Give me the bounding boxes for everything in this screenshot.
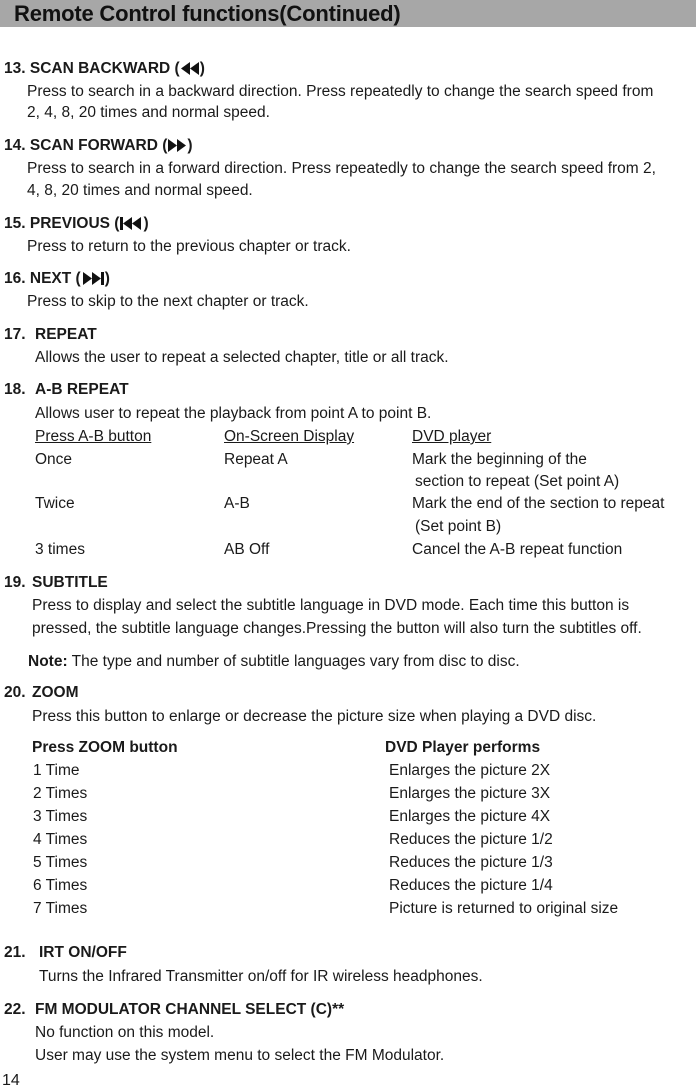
note-label: Note: [28, 653, 68, 670]
item-description-line: Press to skip to the next chapter or track. [27, 293, 309, 310]
item-fm-modulator-heading [4, 1000, 345, 1019]
item-title: PREVIOUS [29, 215, 110, 232]
table-cell: Mark the beginning of the [412, 451, 587, 468]
table-cell: Enlarges the picture 2X [389, 762, 551, 779]
subtitle-note [28, 652, 520, 671]
item-ab-repeat-heading [4, 380, 129, 399]
skip-next-icon [81, 271, 105, 290]
item-description-line: Allows the user to repeat a selected chapter, title or all track. [35, 349, 449, 366]
table-cell: Enlarges the picture 4X [389, 808, 551, 825]
item-number: 17. [4, 326, 26, 343]
page-header [0, 0, 696, 27]
table-cell: 3 times [35, 541, 85, 558]
table-cell: Picture is returned to original size [389, 900, 619, 917]
skip-previous-icon [119, 216, 143, 235]
table-cell: section to repeat (Set point A) [415, 473, 620, 490]
item-description-line: Press to return to the previous chapter or track. [27, 238, 351, 255]
fast-forward-icon [167, 138, 187, 157]
table-cell: Cancel the A-B repeat function [412, 541, 623, 558]
table-header: DVD player [412, 428, 492, 445]
table-cell: A-B [224, 495, 250, 512]
table-cell: Reduces the picture 1/4 [389, 877, 553, 894]
table-cell: 1 Time [33, 762, 80, 779]
item-description-line: pressed, the subtitle language changes.Pressing the button will also turn the subtitles off. [32, 620, 642, 637]
item-description-line: 2, 4, 8, 20 times and normal speed. [27, 104, 270, 121]
item-description-line: Turns the Infrared Transmitter on/off for IR wireless headphones. [39, 968, 483, 985]
table-header: DVD Player performs [385, 739, 541, 756]
item-title: ZOOM [32, 684, 79, 701]
table-header: On-Screen Display [224, 428, 355, 445]
item-previous-heading: 15. PREVIOUS ( ) [4, 214, 149, 235]
item-description-line: 4, 8, 20 times and normal speed. [27, 182, 253, 199]
item-number: 19. [4, 574, 26, 591]
table-cell: 5 Times [33, 854, 88, 871]
item-title: SCAN BACKWARD [29, 60, 171, 77]
table-cell: 2 Times [33, 785, 88, 802]
item-title: SUBTITLE [32, 574, 108, 591]
table-cell: (Set point B) [415, 518, 502, 535]
item-description-line: No function on this model. [35, 1024, 215, 1041]
item-number: 14. [4, 137, 26, 154]
item-subtitle-heading [4, 573, 108, 592]
item-title: A-B REPEAT [35, 381, 129, 398]
page-title: Remote Control functions(Continued) [14, 1, 401, 26]
item-number: 20. [4, 684, 26, 701]
item-description-line: Allows user to repeat the playback from point A to point B. [35, 405, 432, 422]
item-number: 16. [4, 270, 26, 287]
item-title: IRT ON/OFF [39, 944, 127, 961]
item-scan-backward-heading: 13. SCAN BACKWARD ( ) [4, 59, 205, 80]
item-title: FM MODULATOR CHANNEL SELECT (C)** [35, 1001, 345, 1018]
item-next-heading: 16. NEXT ( ) [4, 269, 110, 290]
table-cell: Once [35, 451, 73, 468]
table-cell: Enlarges the picture 3X [389, 785, 551, 802]
item-repeat-heading [4, 325, 97, 344]
table-cell: 7 Times [33, 900, 88, 917]
table-cell: Twice [35, 495, 75, 512]
table-cell: Repeat A [224, 451, 288, 468]
item-description-line: User may use the system menu to select the FM Modulator. [35, 1047, 445, 1064]
item-number: 21. [4, 944, 26, 961]
item-description-line: Press to display and select the subtitle language in DVD mode. Each time this button is [32, 597, 630, 614]
rewind-icon [180, 61, 200, 80]
table-cell: 6 Times [33, 877, 88, 894]
table-header: Press ZOOM button [32, 739, 178, 756]
item-description-line: Press to search in a forward direction. Press repeatedly to change the search speed from 2, [27, 160, 656, 177]
item-scan-forward-heading: 14. SCAN FORWARD ( ) [4, 136, 193, 157]
item-description-line: Press this button to enlarge or decrease the picture size when playing a DVD disc. [32, 708, 597, 725]
item-number: 13. [4, 60, 26, 77]
item-title: SCAN FORWARD [29, 137, 158, 154]
item-number: 22. [4, 1001, 26, 1018]
item-title: NEXT [29, 270, 72, 287]
table-cell: AB Off [224, 541, 270, 558]
item-number: 15. [4, 215, 26, 232]
table-cell: Reduces the picture 1/2 [389, 831, 553, 848]
item-irt-heading [4, 943, 127, 962]
table-cell: Reduces the picture 1/3 [389, 854, 553, 871]
table-header: Press A-B button [35, 428, 152, 445]
table-cell: 3 Times [33, 808, 88, 825]
item-zoom-heading [4, 683, 79, 702]
note-text: The type and number of subtitle languages vary from disc to disc. [71, 653, 520, 670]
table-cell: Mark the end of the section to repeat [412, 495, 665, 512]
item-description-line: Press to search in a backward direction. Press repeatedly to change the search speed from [27, 83, 654, 100]
item-number: 18. [4, 381, 26, 398]
item-title: REPEAT [35, 326, 97, 343]
table-cell: 4 Times [33, 831, 88, 848]
page-number: 14 [2, 1072, 20, 1089]
